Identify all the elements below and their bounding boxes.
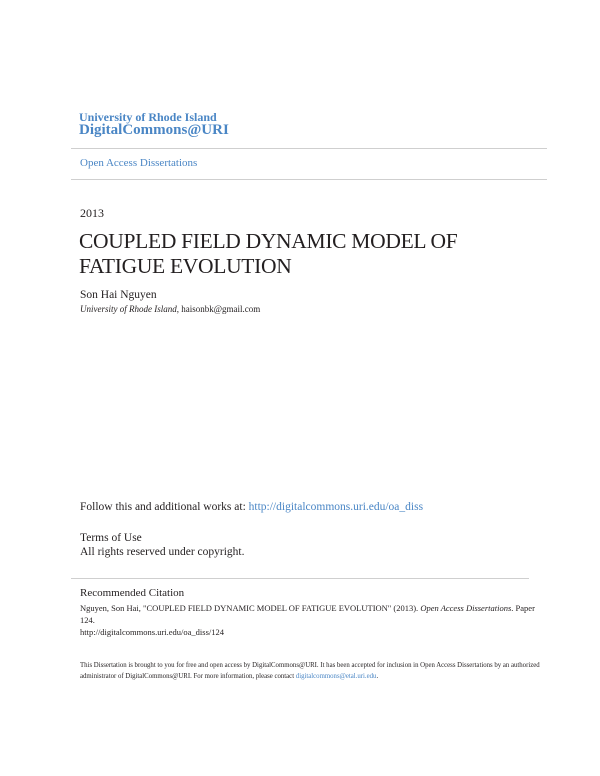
citation-heading: Recommended Citation [80,587,185,599]
citation-url[interactable]: http://digitalcommons.uri.edu/oa_diss/124 [80,627,225,637]
contact-email-link[interactable]: digitalcommons@etal.uri.edu [295,673,377,680]
follow-label: Follow this and additional works at: [80,501,249,513]
repository-name[interactable]: DigitalCommons@URI [79,122,229,138]
document-title: COUPLED FIELD DYNAMIC MODEL OF FATIGUE EVOLUTION [79,229,458,278]
author-name: Son Hai Nguyen [80,289,157,301]
footnote-text: This Dissertation is brought to you for free and open access by DigitalCommons@URI. It has been accepted for inclusion in Open Access Dissertations by an authorized administrator of DigitalCommons@URI. For more information, please contact [80,662,540,680]
citation-prefix: Nguyen, Son Hai, "COUPLED FIELD DYNAMIC MODEL OF FATIGUE EVOLUTION" (2013). [80,603,421,613]
series-link[interactable]: Open Access Dissertations [80,157,198,169]
footnote-end: . [376,673,379,680]
publication-year: 2013 [80,206,104,220]
university-name: University of Rhode Island [79,110,217,124]
header-divider-top [71,148,547,149]
header-divider-bottom [71,179,547,180]
citation-divider [71,578,529,579]
terms-text: All rights reserved under copyright. [80,546,245,558]
citation-text [80,602,540,638]
citation-journal: Open Access Dissertations [420,603,512,613]
follow-link[interactable]: http://digitalcommons.uri.edu/oa_diss [248,501,424,513]
footnote [80,660,540,682]
follow-line [80,501,423,513]
terms-heading: Terms of Use [80,532,142,544]
affiliation-name: University of Rhode Island [80,304,177,314]
author-affiliation [80,304,260,314]
author-email: , haisonbk@gmail.com [176,304,261,314]
citation-suffix: . Paper 124. [80,603,535,625]
